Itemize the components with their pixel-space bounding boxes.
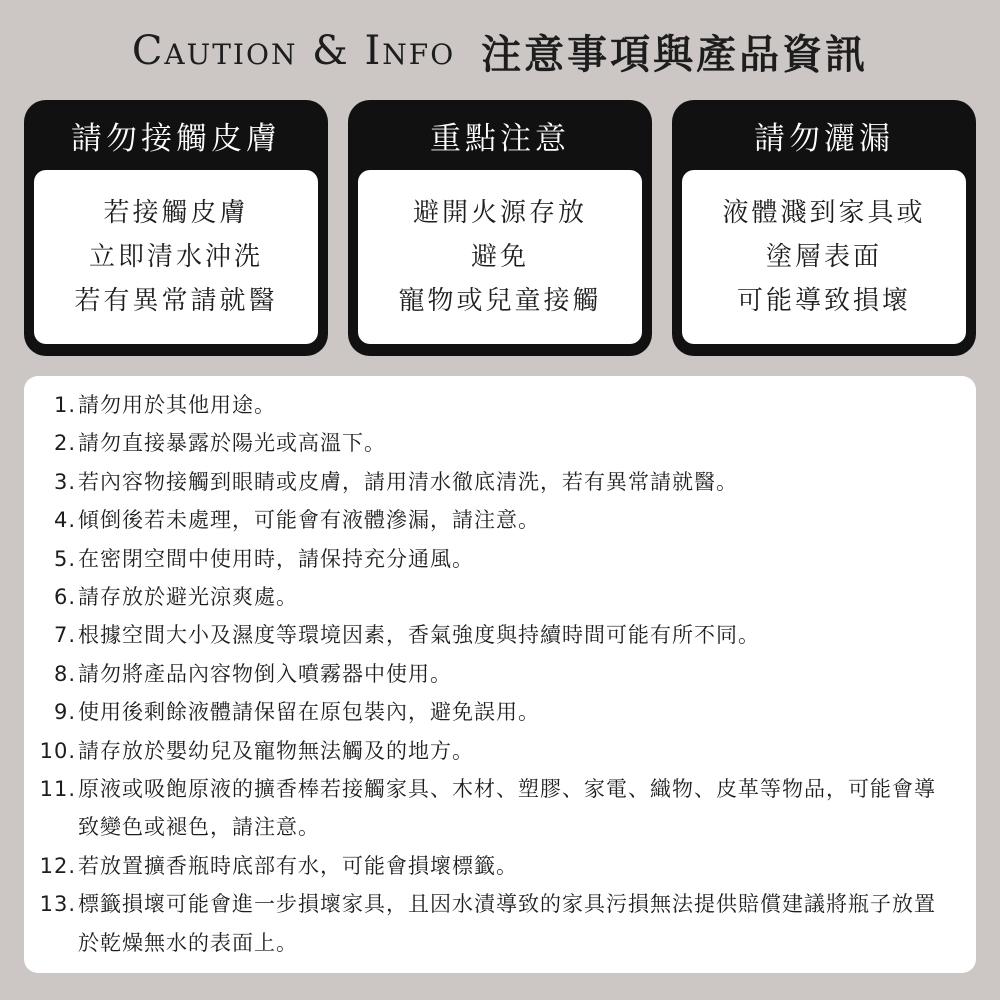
note-text: 若放置擴香瓶時底部有水，可能會損壞標籤。 [78,853,518,878]
note-text: 請勿直接暴露於陽光或高溫下。 [78,431,386,456]
card-line: 避開火源存放 [412,198,587,228]
note-item [30,616,956,654]
note-item [30,847,956,885]
note-number: 1. [53,393,76,417]
card-line: 寵物或兒童接觸 [398,286,602,316]
note-item [30,463,956,501]
note-number: 4. [53,508,76,533]
note-text: 在密閉空間中使用時，請保持充分通風。 [78,546,474,571]
note-number: 11. [39,777,76,802]
note-number: 2. [53,431,76,456]
card-title: 重點注意 [430,120,570,157]
caution-cards [24,100,976,356]
card-line: 立即清水沖洗 [88,242,263,272]
card-body [34,170,318,344]
note-text: 請勿將產品內容物倒入噴霧器中使用。 [78,661,452,686]
note-item [30,693,956,731]
card-line: 塗層表面 [765,242,882,272]
card-line: 液體濺到家具或 [722,198,926,228]
note-item [30,424,956,462]
note-text: 請勿用於其他用途。 [78,393,276,417]
card-no-spill [672,100,976,356]
note-item [30,770,956,847]
card-line: 避免 [470,242,529,272]
note-item [30,578,956,616]
note-text: 原液或吸飽原液的擴香棒若接觸家具、木材、塑膠、家電、織物、皮革等物品，可能會導致變色或褪色，請注意。 [78,777,936,840]
note-number: 13. [39,892,76,917]
note-text: 標籤損壞可能會進一步損壞家具，且因水漬導致的家具污損無法提供賠償建議將瓶子放置於乾燥無水的表面上。 [78,892,936,955]
note-number: 7. [53,623,76,648]
header [0,18,1000,84]
notes-list [24,376,976,973]
note-item [30,501,956,539]
title-english: Caution & Info [131,28,456,74]
note-number: 10. [39,738,76,763]
card-title: 請勿接觸皮膚 [71,120,281,157]
card-body [358,170,642,344]
note-text: 請存放於嬰幼兒及寵物無法觸及的地方。 [78,738,474,763]
note-number: 8. [53,661,76,686]
note-item [30,540,956,578]
note-number: 12. [39,853,76,878]
card-title: 請勿灑漏 [754,120,894,157]
card-key-notice [348,100,652,356]
card-line: 若接觸皮膚 [103,198,249,228]
card-line: 若有異常請就醫 [74,286,278,316]
card-line: 可能導致損壞 [736,286,911,316]
note-number: 9. [53,700,76,725]
card-body [682,170,966,344]
note-text: 根據空間大小及濕度等環境因素，香氣強度與持續時間可能有所不同。 [78,623,760,648]
note-item [30,655,956,693]
note-number: 6. [53,585,76,610]
card-no-skin-contact [24,100,328,356]
note-item [30,885,956,962]
note-item [30,386,956,424]
note-text: 若內容物接觸到眼睛或皮膚，請用清水徹底清洗，若有異常請就醫。 [78,469,738,494]
note-number: 5. [53,546,76,571]
note-item [30,732,956,770]
title-chinese: 注意事項與產品資訊 [481,31,869,78]
note-number: 3. [53,469,76,494]
note-text: 請存放於避光涼爽處。 [78,585,298,610]
note-text: 使用後剩餘液體請保留在原包裝內，避免誤用。 [78,700,540,725]
note-text: 傾倒後若未處理，可能會有液體滲漏，請注意。 [78,508,540,533]
